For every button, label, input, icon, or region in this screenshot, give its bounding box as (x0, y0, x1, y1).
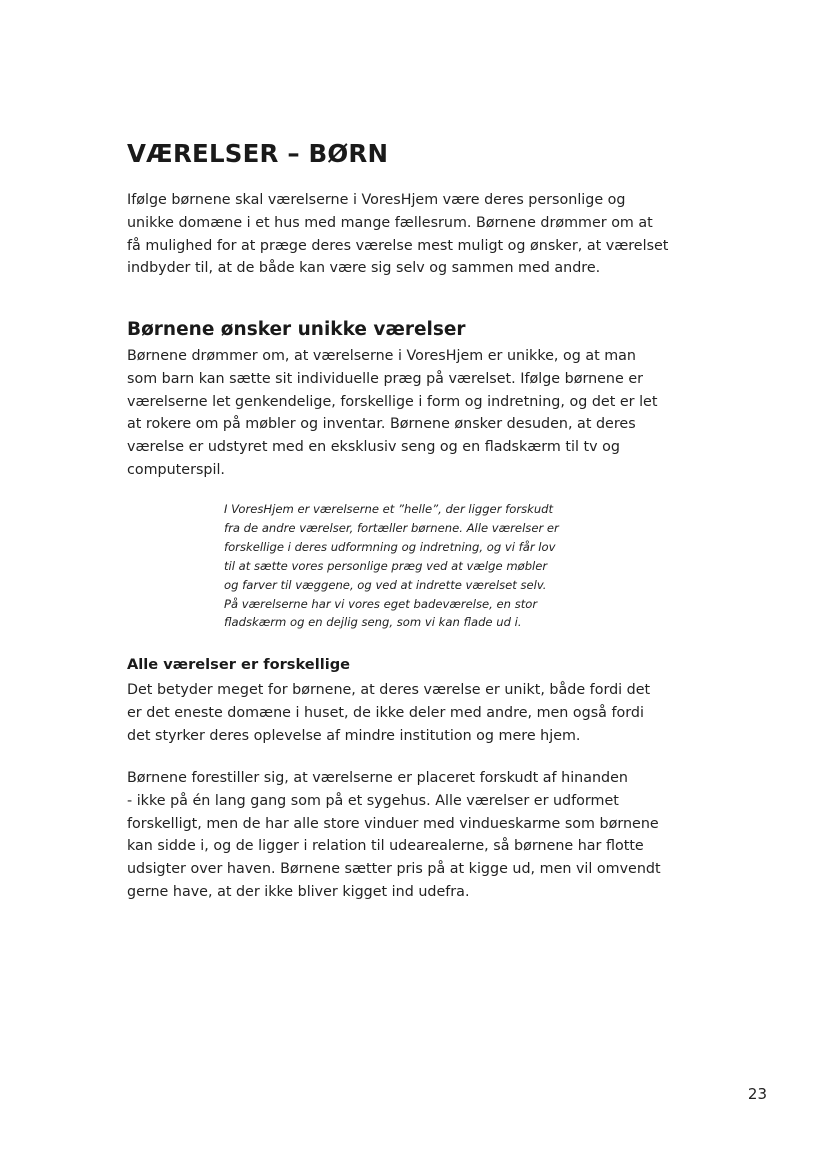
section1-line: computerspil. (127, 461, 225, 478)
section2-line: kan sidde i, og de ligger i relation til udearealerne, så børnene har flotte (127, 838, 644, 855)
section2-line: - ikke på én lang gang som på et sygehus. Alle værelser er udformet (127, 792, 619, 809)
section2-line: Det betyder meget for børnene, at deres værelse er unikt, både fordi det (127, 682, 651, 698)
intro-line: få mulighed for at præge deres værelse mest muligt og ønsker, at værelset (127, 237, 669, 254)
intro-line: unikke domæne i et hus med mange fællesrum. Børnene drømmer om at (127, 214, 653, 231)
section-heading-unique-rooms: Børnene ønsker unikke værelser (127, 319, 466, 340)
section1-line: værelserne let genkendelige, forskellige i form og indretning, og det er let (127, 393, 658, 410)
intro-line: Ifølge børnene skal værelserne i VoresHjem være deres personlige og (127, 192, 626, 208)
intro-line: indbyder til, at de både kan være sig selv og sammen med andre. (127, 260, 601, 277)
section2-line: gerne have, at der ikke bliver kigget ind udefra. (127, 883, 470, 900)
quote-line: fra de andre værelser, fortæller børnene. Alle værelser er (224, 520, 559, 535)
section1-line: at rokere om på møbler og inventar. Børnene ønsker desuden, at deres (127, 416, 636, 433)
quote-line: til at sætte vores personlige præg ved at vælge møbler (224, 558, 548, 573)
page-title: VÆRELSER – BØRN (127, 139, 389, 168)
children-quote (224, 500, 624, 632)
section2-paragraph-1 (127, 679, 727, 747)
intro-paragraph (127, 189, 727, 280)
section2-line: er det eneste domæne i huset, de ikke deler med andre, men også fordi (127, 704, 644, 721)
page-number: 23 (747, 1085, 767, 1103)
section2-line: det styrker deres oplevelse af mindre institution og mere hjem. (127, 727, 581, 744)
section1-line: værelse er udstyret med en eksklusiv seng og en fladskærm til tv og (127, 439, 620, 456)
section1-paragraph (127, 345, 727, 482)
section2-line: udsigter over haven. Børnene sætter pris på at kigge ud, men vil omvendt (127, 861, 661, 878)
section2-line: Børnene forestiller sig, at værelserne er placeret forskudt af hinanden (127, 770, 628, 786)
quote-line: og farver til væggene, og ved at indrette værelset selv. (224, 577, 547, 592)
quote-line: forskellige i deres udformning og indretning, og vi får lov (224, 539, 556, 554)
section2-line: forskelligt, men de har alle store vinduer med vindueskarme som børnene (127, 815, 659, 832)
section1-line: Børnene drømmer om, at værelserne i VoresHjem er unikke, og at man (127, 348, 636, 364)
section1-line: som barn kan sætte sit individuelle præg på værelset. Ifølge børnene er (127, 370, 643, 387)
quote-line: På værelserne har vi vores eget badeværelse, en stor (224, 596, 538, 611)
quote-line: fladskærm og en dejlig seng, som vi kan flade ud i. (224, 615, 522, 630)
quote-line: I VoresHjem er værelserne et ”helle”, der ligger forskudt (224, 502, 554, 516)
section2-paragraph-2 (127, 767, 727, 904)
section-heading-different-rooms: Alle værelser er forskellige (127, 656, 351, 673)
